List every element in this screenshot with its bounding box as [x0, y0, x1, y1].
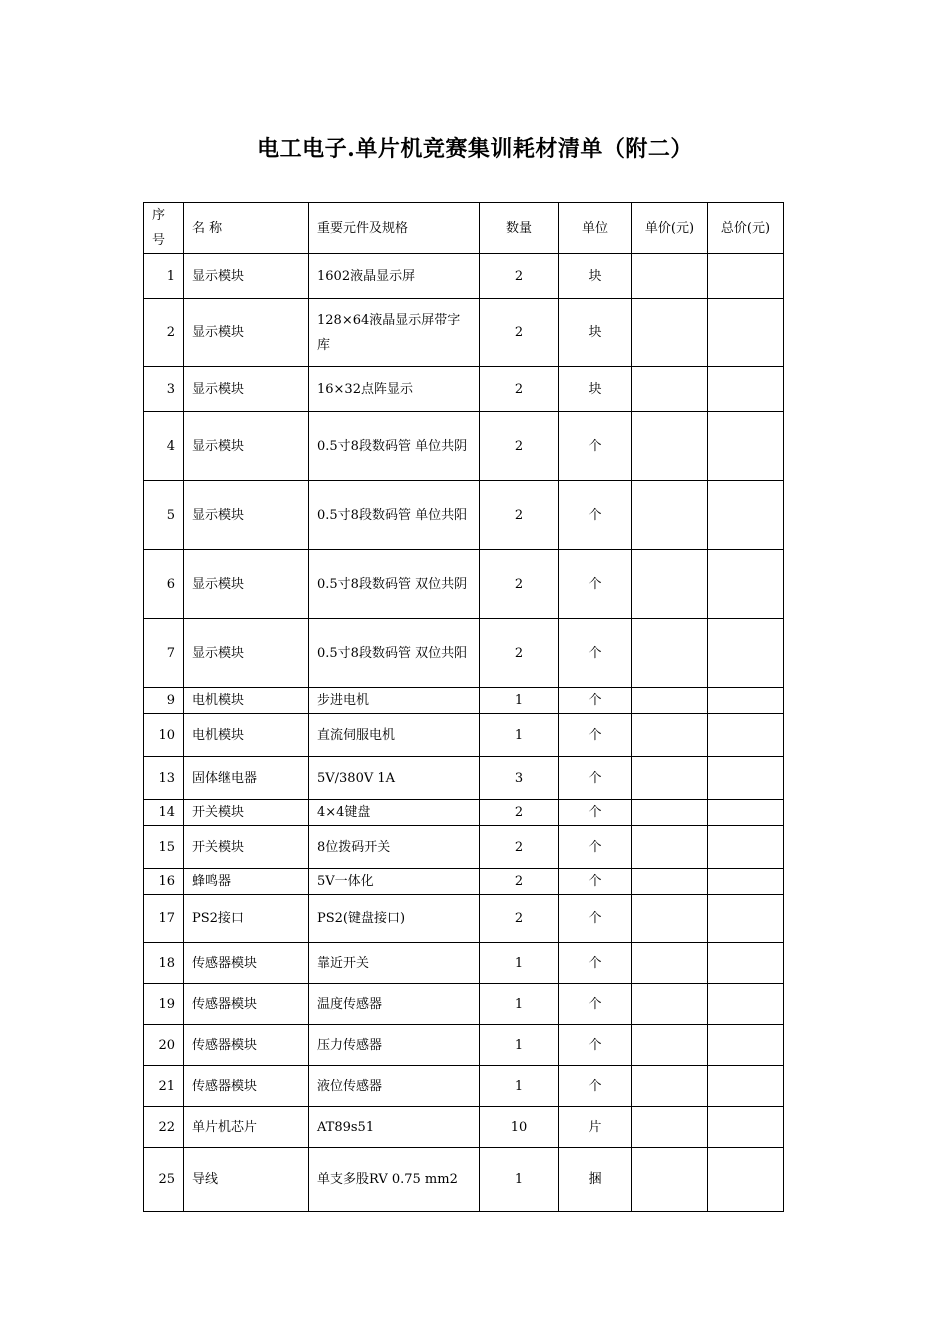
table-header-row — [144, 203, 784, 254]
table-row — [144, 481, 784, 550]
cell-no: 17 — [144, 895, 184, 943]
cell-spec: 0.5寸8段数码管 双位共阳 — [309, 619, 480, 688]
table-row — [144, 412, 784, 481]
cell-unit-price — [632, 714, 708, 757]
cell-unit: 个 — [559, 714, 632, 757]
cell-spec: 液位传感器 — [309, 1066, 480, 1107]
cell-unit: 个 — [559, 943, 632, 984]
cell-name: 传感器模块 — [184, 943, 309, 984]
cell-unit-price — [632, 1025, 708, 1066]
cell-no: 18 — [144, 943, 184, 984]
cell-qty: 1 — [480, 688, 559, 714]
cell-no: 3 — [144, 367, 184, 412]
cell-name: 传感器模块 — [184, 1066, 309, 1107]
cell-unit-price — [632, 367, 708, 412]
cell-spec: 16×32点阵显示 — [309, 367, 480, 412]
cell-spec: AT89s51 — [309, 1107, 480, 1148]
table-row — [144, 757, 784, 800]
cell-unit: 个 — [559, 412, 632, 481]
table-row — [144, 826, 784, 869]
cell-unit: 个 — [559, 481, 632, 550]
cell-qty: 10 — [480, 1107, 559, 1148]
cell-spec: 直流伺服电机 — [309, 714, 480, 757]
cell-total-price — [708, 895, 784, 943]
cell-qty: 2 — [480, 869, 559, 895]
cell-spec: 单支多股RV 0.75 mm2 — [309, 1148, 480, 1212]
cell-unit: 块 — [559, 254, 632, 299]
cell-unit-price — [632, 481, 708, 550]
cell-total-price — [708, 1107, 784, 1148]
cell-spec: 步进电机 — [309, 688, 480, 714]
header-no: 序号 — [144, 203, 184, 254]
table-row — [144, 688, 784, 714]
cell-unit: 个 — [559, 550, 632, 619]
cell-unit-price — [632, 688, 708, 714]
table-row — [144, 254, 784, 299]
cell-spec: 0.5寸8段数码管 单位共阴 — [309, 412, 480, 481]
cell-total-price — [708, 826, 784, 869]
cell-unit-price — [632, 757, 708, 800]
cell-no: 2 — [144, 299, 184, 367]
cell-no: 13 — [144, 757, 184, 800]
cell-no: 1 — [144, 254, 184, 299]
cell-unit: 个 — [559, 1066, 632, 1107]
cell-total-price — [708, 481, 784, 550]
cell-name: 显示模块 — [184, 481, 309, 550]
cell-no: 10 — [144, 714, 184, 757]
cell-spec: 8位拨码开关 — [309, 826, 480, 869]
cell-name: 电机模块 — [184, 688, 309, 714]
table-row — [144, 550, 784, 619]
table-row — [144, 619, 784, 688]
cell-total-price — [708, 714, 784, 757]
cell-name: 电机模块 — [184, 714, 309, 757]
cell-unit: 个 — [559, 869, 632, 895]
cell-qty: 1 — [480, 984, 559, 1025]
cell-unit: 个 — [559, 757, 632, 800]
cell-unit-price — [632, 1066, 708, 1107]
cell-name: 传感器模块 — [184, 1025, 309, 1066]
cell-unit-price — [632, 826, 708, 869]
cell-qty: 1 — [480, 1025, 559, 1066]
cell-unit: 片 — [559, 1107, 632, 1148]
header-qty: 数量 — [480, 203, 559, 254]
table-row — [144, 800, 784, 826]
cell-name: 显示模块 — [184, 367, 309, 412]
cell-unit-price — [632, 800, 708, 826]
header-name: 名 称 — [184, 203, 309, 254]
cell-spec: 0.5寸8段数码管 单位共阳 — [309, 481, 480, 550]
cell-unit-price — [632, 869, 708, 895]
cell-no: 5 — [144, 481, 184, 550]
cell-qty: 2 — [480, 481, 559, 550]
cell-unit: 个 — [559, 826, 632, 869]
table-row — [144, 1066, 784, 1107]
cell-no: 20 — [144, 1025, 184, 1066]
consumables-table — [143, 202, 784, 1212]
table-row — [144, 869, 784, 895]
cell-name: 导线 — [184, 1148, 309, 1212]
cell-unit: 个 — [559, 688, 632, 714]
cell-total-price — [708, 550, 784, 619]
cell-no: 14 — [144, 800, 184, 826]
cell-qty: 1 — [480, 943, 559, 984]
table-row — [144, 367, 784, 412]
cell-total-price — [708, 757, 784, 800]
cell-qty: 2 — [480, 619, 559, 688]
cell-qty: 2 — [480, 826, 559, 869]
cell-name: 开关模块 — [184, 800, 309, 826]
cell-total-price — [708, 984, 784, 1025]
header-spec: 重要元件及规格 — [309, 203, 480, 254]
cell-spec: 压力传感器 — [309, 1025, 480, 1066]
cell-total-price — [708, 943, 784, 984]
cell-unit-price — [632, 895, 708, 943]
cell-qty: 1 — [480, 1148, 559, 1212]
cell-unit: 个 — [559, 619, 632, 688]
cell-unit-price — [632, 619, 708, 688]
cell-total-price — [708, 254, 784, 299]
cell-no: 7 — [144, 619, 184, 688]
cell-qty: 1 — [480, 1066, 559, 1107]
cell-qty: 2 — [480, 367, 559, 412]
table-row — [144, 984, 784, 1025]
cell-spec: 5V/380V 1A — [309, 757, 480, 800]
cell-unit-price — [632, 550, 708, 619]
cell-unit-price — [632, 299, 708, 367]
table-row — [144, 895, 784, 943]
cell-name: PS2接口 — [184, 895, 309, 943]
cell-unit-price — [632, 943, 708, 984]
table-row — [144, 1148, 784, 1212]
cell-unit-price — [632, 984, 708, 1025]
cell-name: 显示模块 — [184, 412, 309, 481]
cell-name: 单片机芯片 — [184, 1107, 309, 1148]
cell-spec: 0.5寸8段数码管 双位共阴 — [309, 550, 480, 619]
cell-unit-price — [632, 1148, 708, 1212]
cell-unit-price — [632, 1107, 708, 1148]
cell-name: 显示模块 — [184, 550, 309, 619]
cell-unit: 块 — [559, 367, 632, 412]
header-unit: 单位 — [559, 203, 632, 254]
cell-spec: 5V一体化 — [309, 869, 480, 895]
cell-qty: 2 — [480, 299, 559, 367]
cell-spec: 1602液晶显示屏 — [309, 254, 480, 299]
cell-qty: 2 — [480, 412, 559, 481]
cell-no: 6 — [144, 550, 184, 619]
cell-qty: 2 — [480, 254, 559, 299]
cell-unit-price — [632, 412, 708, 481]
cell-qty: 1 — [480, 714, 559, 757]
cell-no: 15 — [144, 826, 184, 869]
cell-unit-price — [632, 254, 708, 299]
cell-total-price — [708, 688, 784, 714]
cell-total-price — [708, 412, 784, 481]
cell-spec: PS2(键盘接口) — [309, 895, 480, 943]
cell-unit: 个 — [559, 895, 632, 943]
cell-unit: 个 — [559, 800, 632, 826]
cell-spec: 4×4键盘 — [309, 800, 480, 826]
cell-no: 4 — [144, 412, 184, 481]
cell-total-price — [708, 1025, 784, 1066]
cell-qty: 2 — [480, 895, 559, 943]
cell-total-price — [708, 1066, 784, 1107]
cell-total-price — [708, 869, 784, 895]
table-row — [144, 299, 784, 367]
table-row — [144, 714, 784, 757]
cell-no: 19 — [144, 984, 184, 1025]
cell-qty: 2 — [480, 800, 559, 826]
cell-total-price — [708, 299, 784, 367]
cell-name: 固体继电器 — [184, 757, 309, 800]
cell-no: 25 — [144, 1148, 184, 1212]
cell-unit: 捆 — [559, 1148, 632, 1212]
cell-unit: 个 — [559, 1025, 632, 1066]
cell-spec: 128×64液晶显示屏带字库 — [309, 299, 480, 367]
cell-spec: 靠近开关 — [309, 943, 480, 984]
cell-no: 9 — [144, 688, 184, 714]
cell-name: 显示模块 — [184, 254, 309, 299]
cell-name: 显示模块 — [184, 299, 309, 367]
header-total-price: 总价(元) — [708, 203, 784, 254]
cell-total-price — [708, 1148, 784, 1212]
table-row — [144, 1025, 784, 1066]
cell-no: 22 — [144, 1107, 184, 1148]
cell-qty: 2 — [480, 550, 559, 619]
header-unit-price: 单价(元) — [632, 203, 708, 254]
cell-total-price — [708, 619, 784, 688]
cell-total-price — [708, 367, 784, 412]
cell-name: 开关模块 — [184, 826, 309, 869]
table-row — [144, 943, 784, 984]
cell-qty: 3 — [480, 757, 559, 800]
cell-name: 传感器模块 — [184, 984, 309, 1025]
table-row — [144, 1107, 784, 1148]
page-title: 电工电子.单片机竞赛集训耗材清单（附二） — [257, 136, 693, 162]
cell-name: 显示模块 — [184, 619, 309, 688]
cell-name: 蜂鸣器 — [184, 869, 309, 895]
cell-spec: 温度传感器 — [309, 984, 480, 1025]
cell-unit: 块 — [559, 299, 632, 367]
cell-unit: 个 — [559, 984, 632, 1025]
cell-no: 21 — [144, 1066, 184, 1107]
cell-no: 16 — [144, 869, 184, 895]
cell-total-price — [708, 800, 784, 826]
